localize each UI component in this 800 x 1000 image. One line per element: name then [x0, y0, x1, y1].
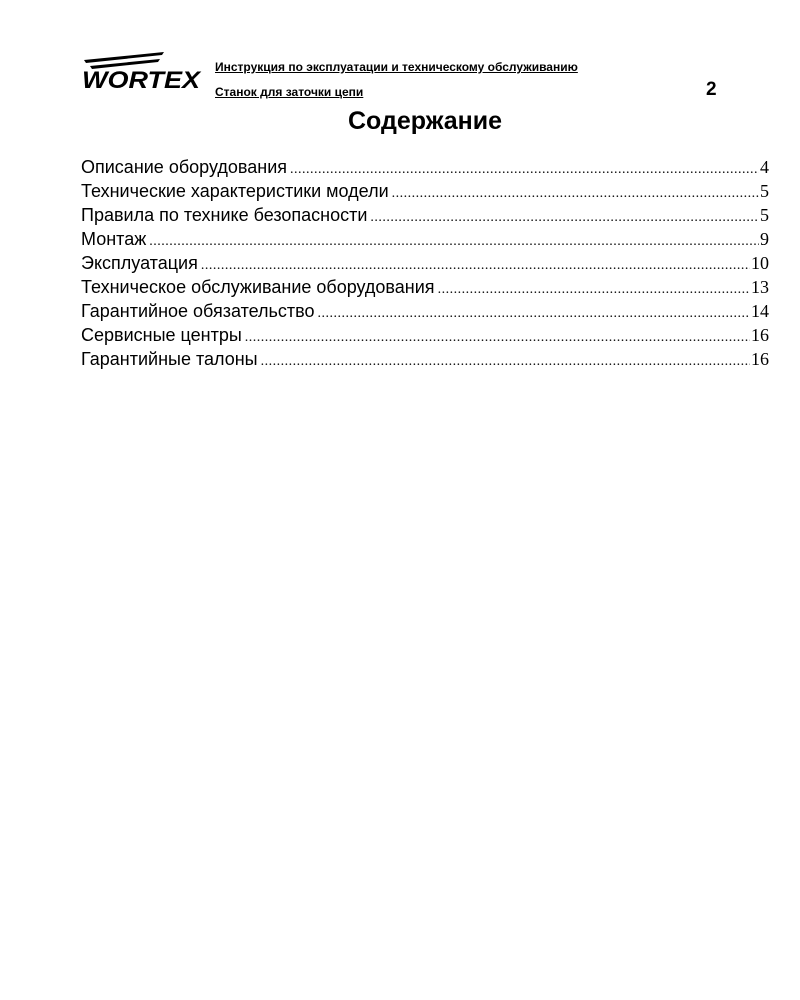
wortex-logo: [80, 50, 204, 94]
dot-leader: [370, 206, 759, 230]
toc-entry-page: 5: [760, 205, 769, 225]
toc-entry-page: 16: [751, 325, 769, 345]
dot-leader: [261, 350, 750, 374]
toc-entry-page: 5: [760, 181, 769, 201]
toc-entry-label: Сервисные центры: [81, 325, 242, 345]
toc-entry-label: Техническое обслуживание оборудования: [81, 277, 435, 297]
toc-entry-label: Описание оборудования: [81, 157, 287, 177]
dot-leader: [245, 326, 750, 350]
toc-entry[interactable]: [81, 275, 769, 299]
manual-title: Инструкция по эксплуатации и техническому обслуживанию: [215, 60, 578, 74]
toc-entry-page: 4: [760, 157, 769, 177]
table-of-contents: [81, 155, 769, 371]
toc-entry-label: Монтаж: [81, 229, 147, 249]
toc-entry-page: 9: [760, 229, 769, 249]
toc-entry[interactable]: [81, 323, 769, 347]
dot-leader: [149, 230, 759, 254]
toc-entry[interactable]: [81, 203, 769, 227]
toc-entry-label: Технические характеристики модели: [81, 181, 389, 201]
toc-entry-page: 14: [751, 301, 769, 321]
toc-entry-label: Эксплуатация: [81, 253, 198, 273]
toc-entry-page: 13: [751, 277, 769, 297]
toc-entry-label: Гарантийное обязательство: [81, 301, 315, 321]
page-number: 2: [706, 79, 717, 100]
toc-entry[interactable]: [81, 179, 769, 203]
toc-entry[interactable]: [81, 251, 769, 275]
toc-entry[interactable]: [81, 155, 769, 179]
product-subtitle: Станок для заточки цепи: [215, 85, 364, 99]
page-title: Содержание: [347, 107, 503, 135]
svg-text:WORTEX: WORTEX: [82, 67, 203, 94]
toc-entry-label: Правила по технике безопасности: [81, 205, 368, 225]
toc-entry[interactable]: [81, 299, 769, 323]
toc-entry[interactable]: [81, 347, 769, 371]
toc-entry-page: 10: [751, 253, 769, 273]
dot-leader: [438, 278, 750, 302]
toc-entry[interactable]: [81, 227, 769, 251]
toc-entry-label: Гарантийные талоны: [81, 349, 258, 369]
toc-entry-page: 16: [751, 349, 769, 369]
dot-leader: [392, 182, 759, 206]
dot-leader: [318, 302, 750, 326]
